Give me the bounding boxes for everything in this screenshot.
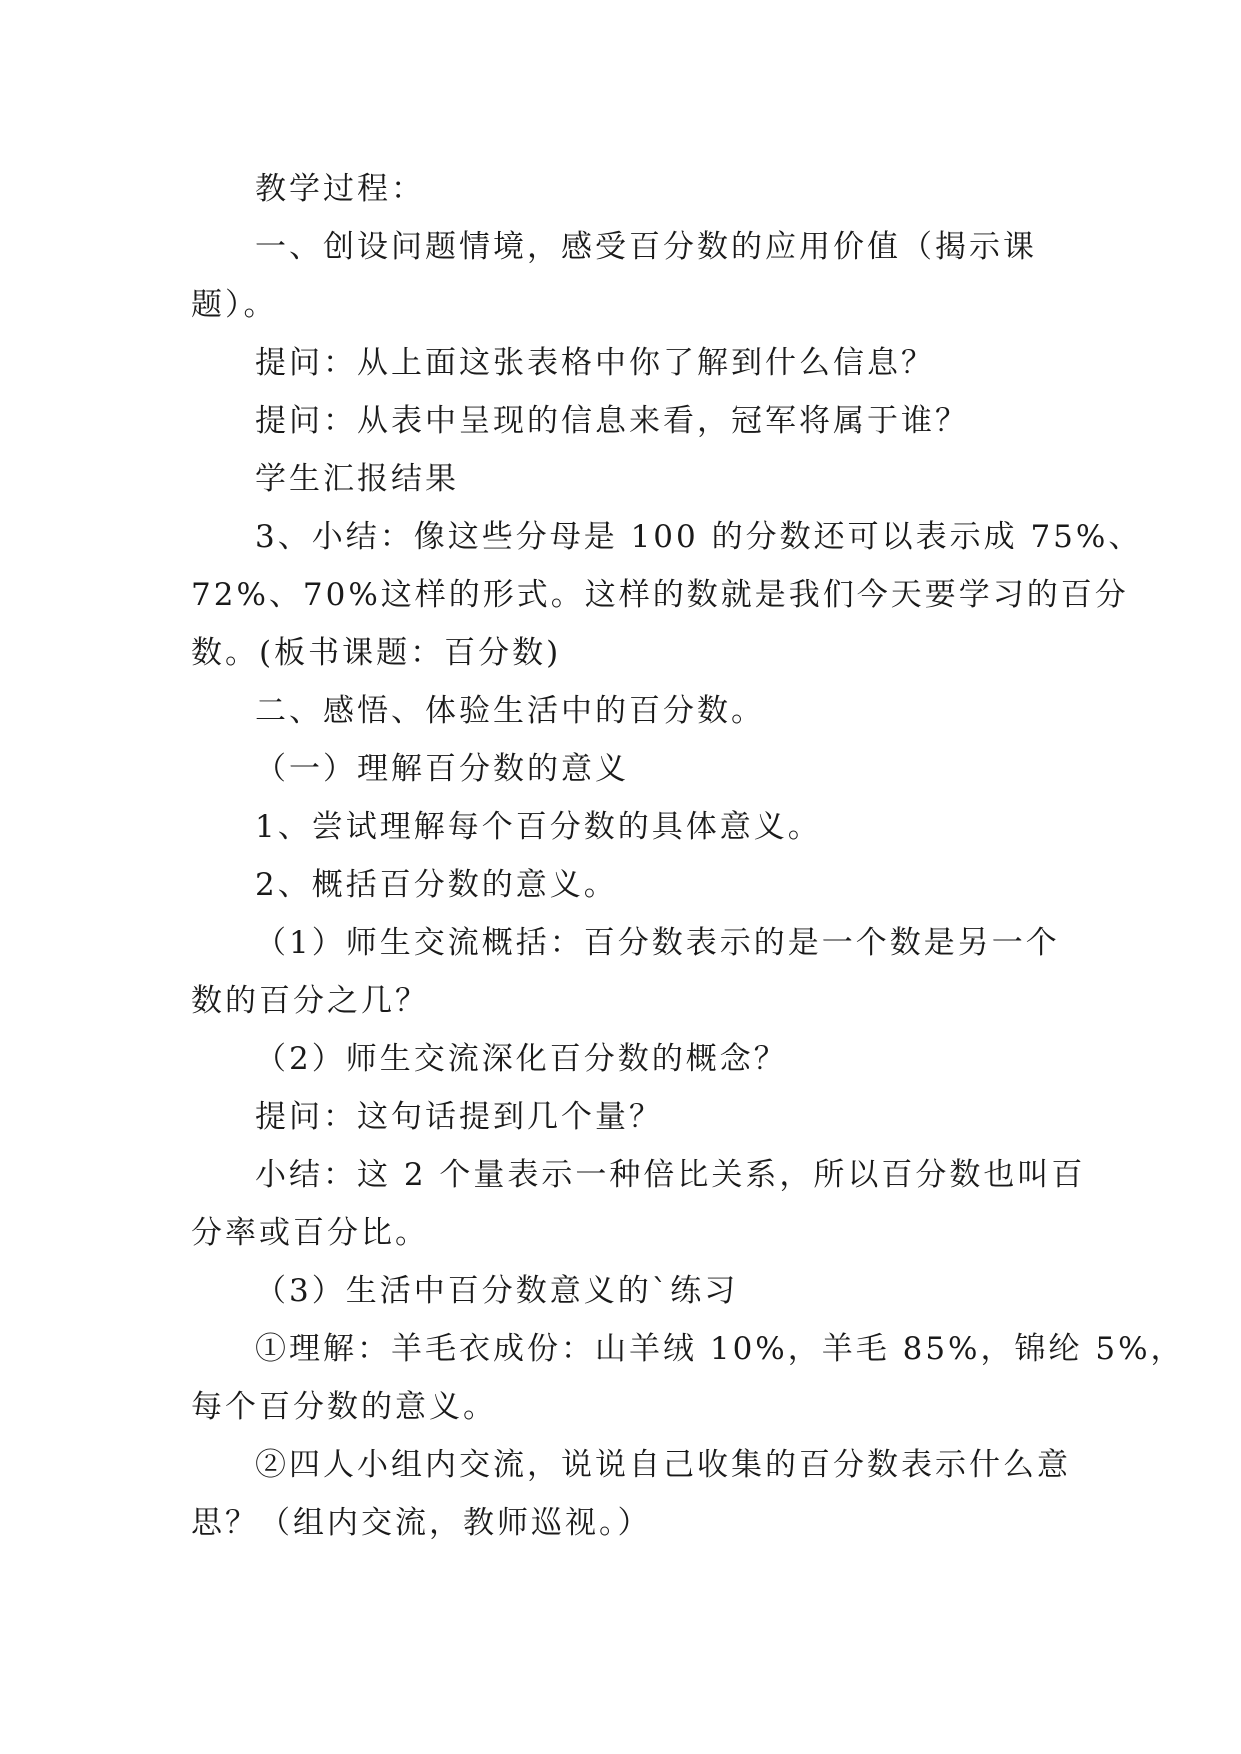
section-heading-teaching-process: 教学过程：	[255, 171, 425, 207]
paragraph-line: 每个百分数的意义。	[191, 1389, 497, 1425]
paragraph-line: 数的百分之几？	[191, 983, 429, 1019]
paragraph-line: 小结：这 2 个量表示一种倍比关系，所以百分数也叫百	[255, 1157, 1086, 1193]
section-heading-part-one: 一、创设问题情境，感受百分数的应用价值（揭示课	[255, 229, 1037, 265]
paragraph-line: 分率或百分比。	[191, 1215, 429, 1251]
paragraph-line: 学生汇报结果	[255, 461, 459, 497]
paragraph-line: ②四人小组内交流，说说自己收集的百分数表示什么意	[255, 1447, 1071, 1483]
paragraph-line: 提问：从上面这张表格中你了解到什么信息？	[255, 345, 935, 381]
paragraph-line: （3）生活中百分数意义的`练习	[255, 1273, 739, 1309]
paragraph-line: 提问：从表中呈现的信息来看，冠军将属于谁？	[255, 403, 969, 439]
section-heading-part-two: 二、感悟、体验生活中的百分数。	[255, 693, 765, 729]
paragraph-line: 2、概括百分数的意义。	[255, 867, 618, 903]
paragraph-line: （2）师生交流深化百分数的概念？	[255, 1041, 788, 1077]
paragraph-line: 提问：这句话提到几个量？	[255, 1099, 663, 1135]
paragraph-line: 思？（组内交流，教师巡视。）	[191, 1505, 652, 1541]
subsection-heading: （一）理解百分数的意义	[255, 751, 629, 787]
paragraph-line: （1）师生交流概括：百分数表示的是一个数是另一个	[255, 925, 1060, 961]
paragraph-line: 72%、70%这样的形式。这样的数就是我们今天要学习的百分	[191, 577, 1129, 613]
paragraph-line: 题）。	[191, 287, 278, 323]
paragraph-line: 3、小结：像这些分母是 100 的分数还可以表示成 75%、	[255, 519, 1143, 555]
paragraph-line: 1、尝试理解每个百分数的具体意义。	[255, 809, 822, 845]
document-body	[191, 160, 1185, 1552]
paragraph-line: ①理解：羊毛衣成份：山羊绒 10%，羊毛 85%，锦纶 5%，	[255, 1331, 1185, 1367]
paragraph-line: 数。(板书课题：百分数)	[191, 635, 562, 671]
